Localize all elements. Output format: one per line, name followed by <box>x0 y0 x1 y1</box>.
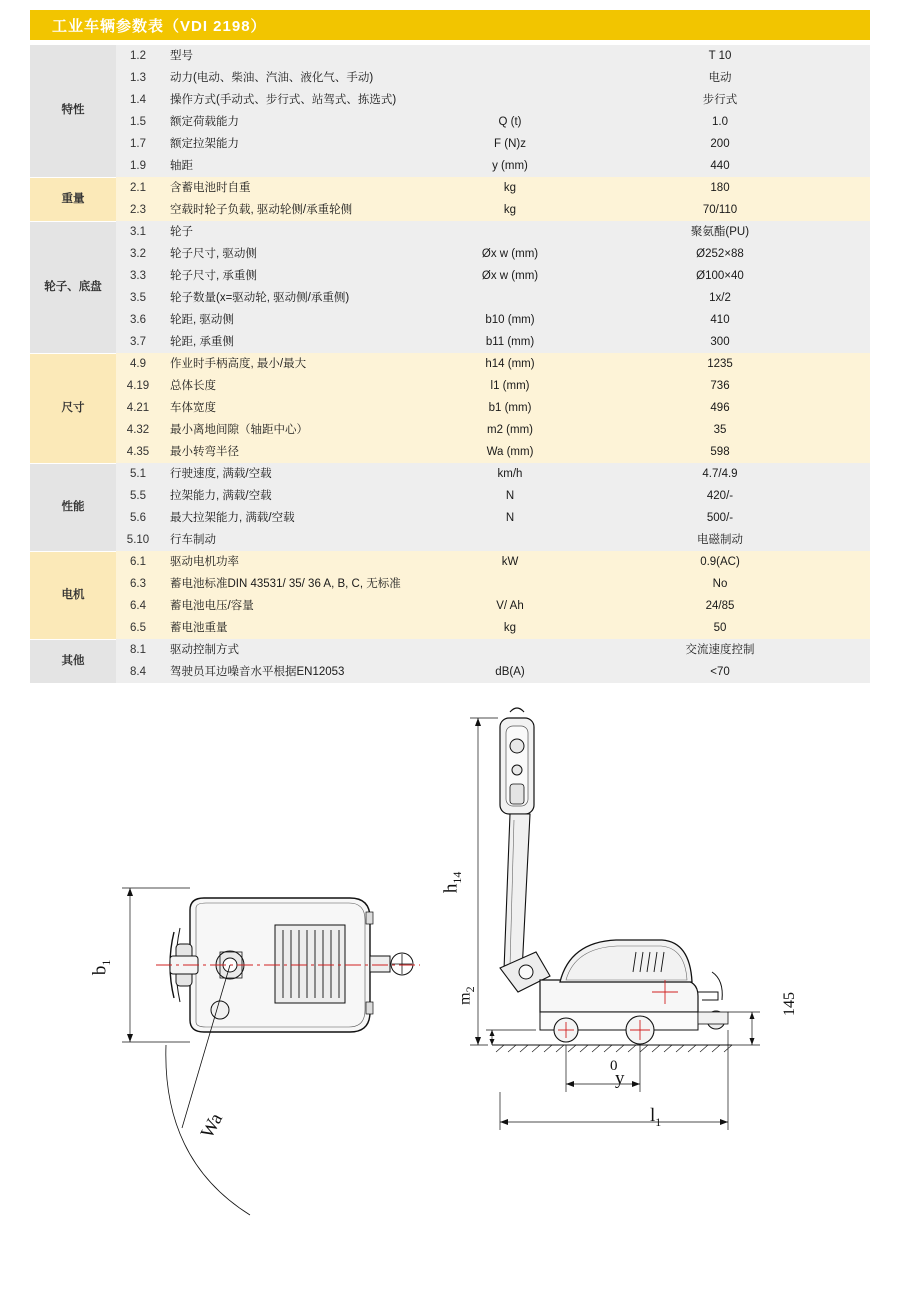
row-description: 蓄电池重量 <box>160 617 450 639</box>
row-value: 交流速度控制 <box>570 639 870 661</box>
table-row <box>30 45 870 67</box>
group-label-3: 轮子、底盘 <box>30 221 116 353</box>
row-number: 6.4 <box>116 595 160 617</box>
table-row <box>30 221 870 243</box>
row-description: 驱动电机功率 <box>160 551 450 573</box>
row-number: 4.21 <box>116 397 160 419</box>
row-value: 736 <box>570 375 870 397</box>
row-unit <box>450 67 570 89</box>
row-number: 6.5 <box>116 617 160 639</box>
row-description: 总体长度 <box>160 375 450 397</box>
table-row <box>30 353 870 375</box>
row-value: 180 <box>570 177 870 199</box>
side-view-origin-label: 0 <box>610 1058 618 1074</box>
row-description: 拉架能力, 满载/空载 <box>160 485 450 507</box>
table-row <box>30 287 870 309</box>
row-description: 最小离地间隙（轴距中心） <box>160 419 450 441</box>
row-number: 5.6 <box>116 507 160 529</box>
row-number: 2.3 <box>116 199 160 221</box>
row-unit <box>450 573 570 595</box>
row-unit <box>450 45 570 67</box>
row-value: 步行式 <box>570 89 870 111</box>
row-number: 1.9 <box>116 155 160 177</box>
table-row <box>30 507 870 529</box>
row-unit <box>450 221 570 243</box>
row-number: 3.1 <box>116 221 160 243</box>
row-unit: Øx w (mm) <box>450 265 570 287</box>
row-value: 1235 <box>570 353 870 375</box>
row-description: 蓄电池标准DIN 43531/ 35/ 36 A, B, C, 无标准 <box>160 573 450 595</box>
row-number: 3.2 <box>116 243 160 265</box>
top-view-width-label: $b_1$ <box>89 959 114 976</box>
row-description: 车体宽度 <box>160 397 450 419</box>
table-row <box>30 177 870 199</box>
page-title: 工业车辆参数表（VDI 2198） <box>52 17 267 35</box>
row-unit: y (mm) <box>450 155 570 177</box>
table-row <box>30 595 870 617</box>
row-number: 4.32 <box>116 419 160 441</box>
row-value: Ø100×40 <box>570 265 870 287</box>
group-label-5: 性能 <box>30 463 116 551</box>
table-row <box>30 133 870 155</box>
row-description: 行车制动 <box>160 529 450 551</box>
row-number: 5.10 <box>116 529 160 551</box>
row-unit: l1 (mm) <box>450 375 570 397</box>
row-number: 4.9 <box>116 353 160 375</box>
row-unit: b1 (mm) <box>450 397 570 419</box>
group-label-6: 电机 <box>30 551 116 639</box>
row-description: 额定荷载能力 <box>160 111 450 133</box>
row-unit: N <box>450 507 570 529</box>
table-row <box>30 331 870 353</box>
row-unit: N <box>450 485 570 507</box>
row-unit: m2 (mm) <box>450 419 570 441</box>
row-value: 420/- <box>570 485 870 507</box>
technical-drawings <box>0 690 900 1160</box>
row-value: 70/110 <box>570 199 870 221</box>
side-view-drawing <box>440 700 840 1160</box>
row-value: 440 <box>570 155 870 177</box>
row-number: 1.4 <box>116 89 160 111</box>
row-number: 2.1 <box>116 177 160 199</box>
row-unit <box>450 529 570 551</box>
table-row <box>30 617 870 639</box>
side-view-handle-height-label: $h_{14}$ <box>440 871 465 894</box>
row-description: 空载时轮子负载, 驱动轮侧/承重轮侧 <box>160 199 450 221</box>
row-value: 35 <box>570 419 870 441</box>
row-description: 额定拉架能力 <box>160 133 450 155</box>
row-value: T 10 <box>570 45 870 67</box>
row-unit: F (N)z <box>450 133 570 155</box>
row-value: 24/85 <box>570 595 870 617</box>
table-row <box>30 309 870 331</box>
table-row <box>30 89 870 111</box>
table-row <box>30 265 870 287</box>
row-unit: Q (t) <box>450 111 570 133</box>
row-description: 最小转弯半径 <box>160 441 450 463</box>
row-unit: kW <box>450 551 570 573</box>
row-value: 电磁制动 <box>570 529 870 551</box>
table-row <box>30 155 870 177</box>
row-description: 蓄电池电压/容量 <box>160 595 450 617</box>
table-row <box>30 67 870 89</box>
row-unit: Øx w (mm) <box>450 243 570 265</box>
table-row <box>30 111 870 133</box>
row-value: <70 <box>570 661 870 683</box>
table-row <box>30 639 870 661</box>
row-unit: kg <box>450 199 570 221</box>
row-unit: kg <box>450 617 570 639</box>
spec-table-body <box>30 45 870 683</box>
row-value: 聚氨酯(PU) <box>570 221 870 243</box>
row-description: 驱动控制方式 <box>160 639 450 661</box>
spec-table <box>30 45 870 684</box>
top-view-radius-label: Wa <box>196 1109 228 1142</box>
row-description: 轮子数量(x=驱动轮, 驱动侧/承重侧) <box>160 287 450 309</box>
row-number: 1.5 <box>116 111 160 133</box>
row-unit <box>450 639 570 661</box>
row-number: 1.7 <box>116 133 160 155</box>
top-view-drawing <box>70 870 490 1290</box>
group-label-2: 重量 <box>30 177 116 221</box>
row-value: 300 <box>570 331 870 353</box>
row-number: 1.2 <box>116 45 160 67</box>
row-unit: Wa (mm) <box>450 441 570 463</box>
row-number: 1.3 <box>116 67 160 89</box>
group-label-1: 特性 <box>30 45 116 177</box>
row-unit: kg <box>450 177 570 199</box>
row-description: 轮子 <box>160 221 450 243</box>
row-number: 3.3 <box>116 265 160 287</box>
group-label-4: 尺寸 <box>30 353 116 463</box>
table-row <box>30 243 870 265</box>
row-description: 最大拉架能力, 满载/空载 <box>160 507 450 529</box>
row-unit: b11 (mm) <box>450 331 570 353</box>
row-number: 5.5 <box>116 485 160 507</box>
row-unit: km/h <box>450 463 570 485</box>
row-value: 0.9(AC) <box>570 551 870 573</box>
table-row <box>30 529 870 551</box>
row-description: 轮距, 驱动侧 <box>160 309 450 331</box>
row-value: 200 <box>570 133 870 155</box>
row-value: 电动 <box>570 67 870 89</box>
row-value: Ø252×88 <box>570 243 870 265</box>
table-row <box>30 375 870 397</box>
table-row <box>30 485 870 507</box>
row-description: 型号 <box>160 45 450 67</box>
row-value: No <box>570 573 870 595</box>
row-description: 驾驶员耳边噪音水平根据EN12053 <box>160 661 450 683</box>
row-number: 4.35 <box>116 441 160 463</box>
row-number: 3.7 <box>116 331 160 353</box>
row-description: 动力(电动、柴油、汽油、液化气、手动) <box>160 67 450 89</box>
row-description: 轮距, 承重侧 <box>160 331 450 353</box>
row-value: 4.7/4.9 <box>570 463 870 485</box>
table-row <box>30 463 870 485</box>
row-value: 410 <box>570 309 870 331</box>
row-value: 496 <box>570 397 870 419</box>
row-description: 行驶速度, 满载/空载 <box>160 463 450 485</box>
side-view-ground-clearance-label: $m_2$ <box>456 986 477 1005</box>
side-view-length-label: $l_1$ <box>650 1105 662 1129</box>
row-value: 50 <box>570 617 870 639</box>
page-title-bar <box>30 10 870 40</box>
row-number: 5.1 <box>116 463 160 485</box>
row-description: 作业时手柄高度, 最小/最大 <box>160 353 450 375</box>
row-unit <box>450 287 570 309</box>
row-description: 操作方式(手动式、步行式、站驾式、拣选式) <box>160 89 450 111</box>
table-row <box>30 199 870 221</box>
row-description: 轴距 <box>160 155 450 177</box>
row-value: 1x/2 <box>570 287 870 309</box>
table-row <box>30 419 870 441</box>
row-value: 1.0 <box>570 111 870 133</box>
table-row <box>30 661 870 683</box>
row-unit: V/ Ah <box>450 595 570 617</box>
row-value: 500/- <box>570 507 870 529</box>
row-number: 3.5 <box>116 287 160 309</box>
row-description: 含蓄电池时自重 <box>160 177 450 199</box>
row-number: 6.3 <box>116 573 160 595</box>
row-number: 8.4 <box>116 661 160 683</box>
table-row <box>30 441 870 463</box>
side-view-wheelbase-label: y <box>615 1068 625 1089</box>
row-number: 6.1 <box>116 551 160 573</box>
table-row <box>30 397 870 419</box>
row-unit: h14 (mm) <box>450 353 570 375</box>
group-label-7: 其他 <box>30 639 116 683</box>
row-value: 598 <box>570 441 870 463</box>
row-number: 4.19 <box>116 375 160 397</box>
row-unit <box>450 89 570 111</box>
row-unit: b10 (mm) <box>450 309 570 331</box>
side-view-fork-height-label: 145 <box>781 992 798 1016</box>
table-row <box>30 573 870 595</box>
row-description: 轮子尺寸, 驱动侧 <box>160 243 450 265</box>
row-number: 8.1 <box>116 639 160 661</box>
row-description: 轮子尺寸, 承重侧 <box>160 265 450 287</box>
row-number: 3.6 <box>116 309 160 331</box>
row-unit: dB(A) <box>450 661 570 683</box>
table-row <box>30 551 870 573</box>
